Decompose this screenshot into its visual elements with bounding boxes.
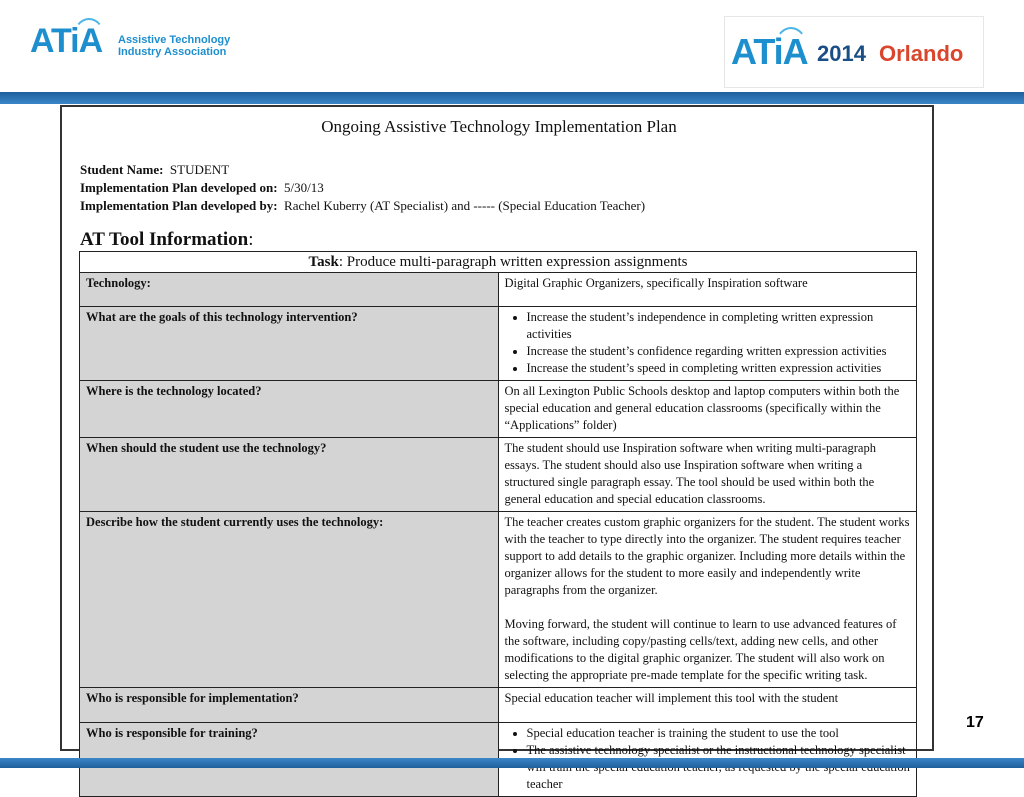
- meta-value: STUDENT: [169, 162, 230, 177]
- row-label: Describe how the student currently uses the technology:: [80, 512, 499, 688]
- atia-logo-word: ATiA: [30, 22, 103, 60]
- row-paragraph: Special education teacher will implement this tool with the student: [504, 691, 839, 705]
- list-item: • Special education teacher is training the student to use the tool: [527, 725, 911, 742]
- row-paragraph: The teacher creates custom graphic organizers for the student. The student works with the teacher to type directly into the organizer. The student requires teacher support to add details to the graphic organizer. Including more details within the organizer allows for the student to more easily and independently write paragraphs from the organizer.: [504, 515, 910, 597]
- event-logo-arc-icon: [773, 27, 809, 77]
- table-row: [80, 438, 917, 512]
- meta-label: Student Name:: [80, 162, 164, 177]
- table-row-task: [80, 252, 917, 273]
- row-content: [498, 688, 917, 723]
- task-cell: [80, 252, 917, 273]
- slide-page-number: 17: [966, 714, 984, 731]
- task-label: Task: [308, 254, 339, 270]
- atia-logo: [30, 14, 260, 78]
- meta-value: 5/30/13: [284, 180, 324, 195]
- list-item: • Increase the student’s independence in completing written expression activities: [527, 309, 911, 343]
- row-content: [498, 438, 917, 512]
- document-title: Ongoing Assistive Technology Implementation Plan: [321, 117, 677, 136]
- atia-logo-subtitle-line1: Assistive Technology: [118, 34, 231, 46]
- event-logo-city: Orlando: [879, 41, 964, 66]
- event-logo: [724, 16, 984, 88]
- event-logo-year: 2014: [817, 41, 866, 66]
- event-logo-word: ATiA: [731, 31, 808, 72]
- document-page: [60, 105, 934, 791]
- row-paragraph: The student should use Inspiration software when writing multi-paragraph essays. The student should also use Inspiration software when writing a structured single paragraph essay. The tool should be used within both the general education and special education classrooms.: [504, 441, 876, 506]
- row-content: [498, 307, 917, 381]
- section-title-text: AT Tool Information: [80, 229, 249, 250]
- meta-value: Rachel Kuberry (AT Specialist) and ----- (Special Education Teacher): [284, 198, 646, 213]
- row-label: When should the student use the technology?: [80, 438, 499, 512]
- row-content: [498, 512, 917, 688]
- at-tool-table: [79, 251, 917, 797]
- meta-label: Implementation Plan developed by:: [80, 198, 278, 213]
- row-label: Technology:: [80, 273, 499, 307]
- table-row: [80, 307, 917, 381]
- footer-band: [0, 758, 1024, 768]
- table-row: [80, 688, 917, 723]
- list-item: • Increase the student’s speed in completing written expression activities: [527, 360, 911, 377]
- meta-label: Implementation Plan developed on:: [80, 180, 278, 195]
- section-title: [80, 229, 254, 251]
- header-band: [0, 92, 1024, 104]
- list-item: • Increase the student’s confidence regarding written expression activities: [527, 343, 911, 360]
- atia-logo-subtitle: [118, 34, 230, 58]
- table-row: [80, 512, 917, 688]
- student-meta: [80, 161, 645, 215]
- row-content: [498, 381, 917, 438]
- section-title-colon: :: [248, 229, 254, 250]
- atia-logo-arc-icon: [72, 18, 106, 62]
- task-text: : Produce multi-paragraph written expression assignments: [338, 254, 688, 270]
- atia-logo-subtitle-line2: Industry Association: [118, 46, 227, 58]
- row-paragraph: On all Lexington Public Schools desktop and laptop computers within both the special education and general education classrooms (specifically within the “Applications” folder): [504, 384, 900, 432]
- row-label: Who is responsible for implementation?: [80, 688, 499, 723]
- bullet-list: [505, 309, 911, 377]
- row-paragraph: Digital Graphic Organizers, specifically Inspiration software: [504, 276, 808, 290]
- row-paragraph: Moving forward, the student will continue to learn to use advanced features of the software, including copy/pasting cells/text, adding new cells, and other modifications to the digital graphic organizer. The student will also work on selecting the appropriate pre-made template for the specific writing task.: [504, 617, 897, 682]
- table-row: [80, 273, 917, 307]
- row-label: Where is the technology located?: [80, 381, 499, 438]
- list-item: • The assistive technology specialist or the instructional technology specialist teacher: [527, 742, 911, 793]
- meta-developed-by: [80, 197, 645, 215]
- row-content: [498, 273, 917, 307]
- meta-developed-on: [80, 179, 645, 197]
- slide-header: [0, 0, 1024, 92]
- meta-student-name: [80, 161, 645, 179]
- row-label: Who is responsible for training?: [80, 723, 499, 797]
- table-row: [80, 381, 917, 438]
- row-label: What are the goals of this technology intervention?: [80, 307, 499, 381]
